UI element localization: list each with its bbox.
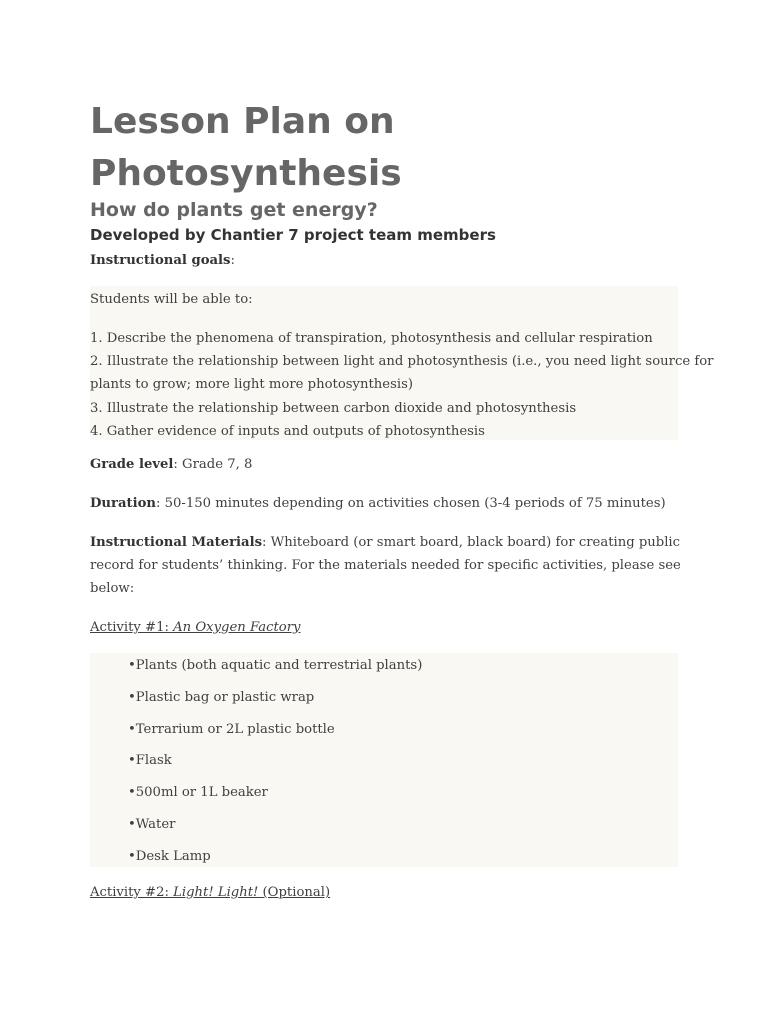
goals-box — [90, 286, 714, 440]
instructional-materials-line-1: : Whiteboard (or smart board, black board) for creating public — [262, 535, 681, 550]
instructional-materials — [90, 531, 681, 600]
duration-label: Duration — [90, 496, 157, 511]
activity-2-prefix: Activity #2: — [90, 885, 174, 900]
material-item: •Plants (both aquatic and terrestrial plants) — [128, 658, 423, 673]
goal-item-3: 3. Illustrate the relationship between carbon dioxide and photosynthesis — [90, 401, 577, 416]
grade-level-label: Grade level — [90, 457, 174, 472]
activity-1-link[interactable] — [90, 620, 300, 635]
instructional-materials-line-3: below: — [90, 581, 135, 596]
material-item: •Terrarium or 2L plastic bottle — [128, 722, 335, 737]
material-item: •500ml or 1L beaker — [128, 785, 268, 800]
goal-item-4: 4. Gather evidence of inputs and outputs of photosynthesis — [90, 424, 485, 439]
grade-level — [90, 453, 252, 476]
duration — [90, 492, 666, 515]
goal-item-2-continued: plants to grow; more light more photosynthesis) — [90, 377, 413, 392]
title-line-1: Lesson Plan on — [90, 101, 395, 142]
activity-2-link[interactable] — [90, 885, 330, 900]
instructional-materials-line-2: record for students’ thinking. For the materials needed for specific activities, please see — [90, 558, 681, 573]
title-line-2: Photosynthesis — [90, 153, 402, 194]
activity-2-suffix: (Optional) — [258, 885, 331, 900]
instructional-goals-label: Instructional goals — [90, 253, 231, 268]
duration-value: : 50-150 minutes depending on activities chosen (3-4 periods of 75 minutes) — [156, 496, 666, 511]
instructional-goals-heading — [90, 249, 235, 272]
material-item: •Flask — [128, 753, 172, 768]
grade-level-value: : Grade 7, 8 — [173, 457, 253, 472]
instructional-materials-label: Instructional Materials — [90, 535, 263, 550]
activity-2-heading[interactable] — [90, 881, 330, 904]
byline: Developed by Chantier 7 project team members — [90, 226, 496, 244]
material-item: •Plastic bag or plastic wrap — [128, 690, 315, 705]
lesson-plan-content — [90, 96, 714, 900]
material-item: •Desk Lamp — [128, 849, 211, 864]
instructional-goals-colon: : — [230, 253, 235, 268]
activity-1-materials-box — [90, 653, 678, 867]
page-title — [90, 96, 678, 200]
material-item: •Water — [128, 817, 176, 832]
activity-1-heading[interactable] — [90, 616, 300, 639]
goals-intro: Students will be able to: — [90, 292, 253, 307]
activity-1-name: An Oxygen Factory — [173, 620, 301, 635]
subtitle: How do plants get energy? — [90, 199, 378, 221]
goal-item-1: 1. Describe the phenomena of transpiration, photosynthesis and cellular respiration — [90, 331, 653, 346]
goal-item-2: 2. Illustrate the relationship between light and photosynthesis (i.e., you need light source for — [90, 354, 714, 369]
activity-1-prefix: Activity #1: — [90, 620, 174, 635]
activity-2-name: Light! Light! — [173, 885, 259, 900]
